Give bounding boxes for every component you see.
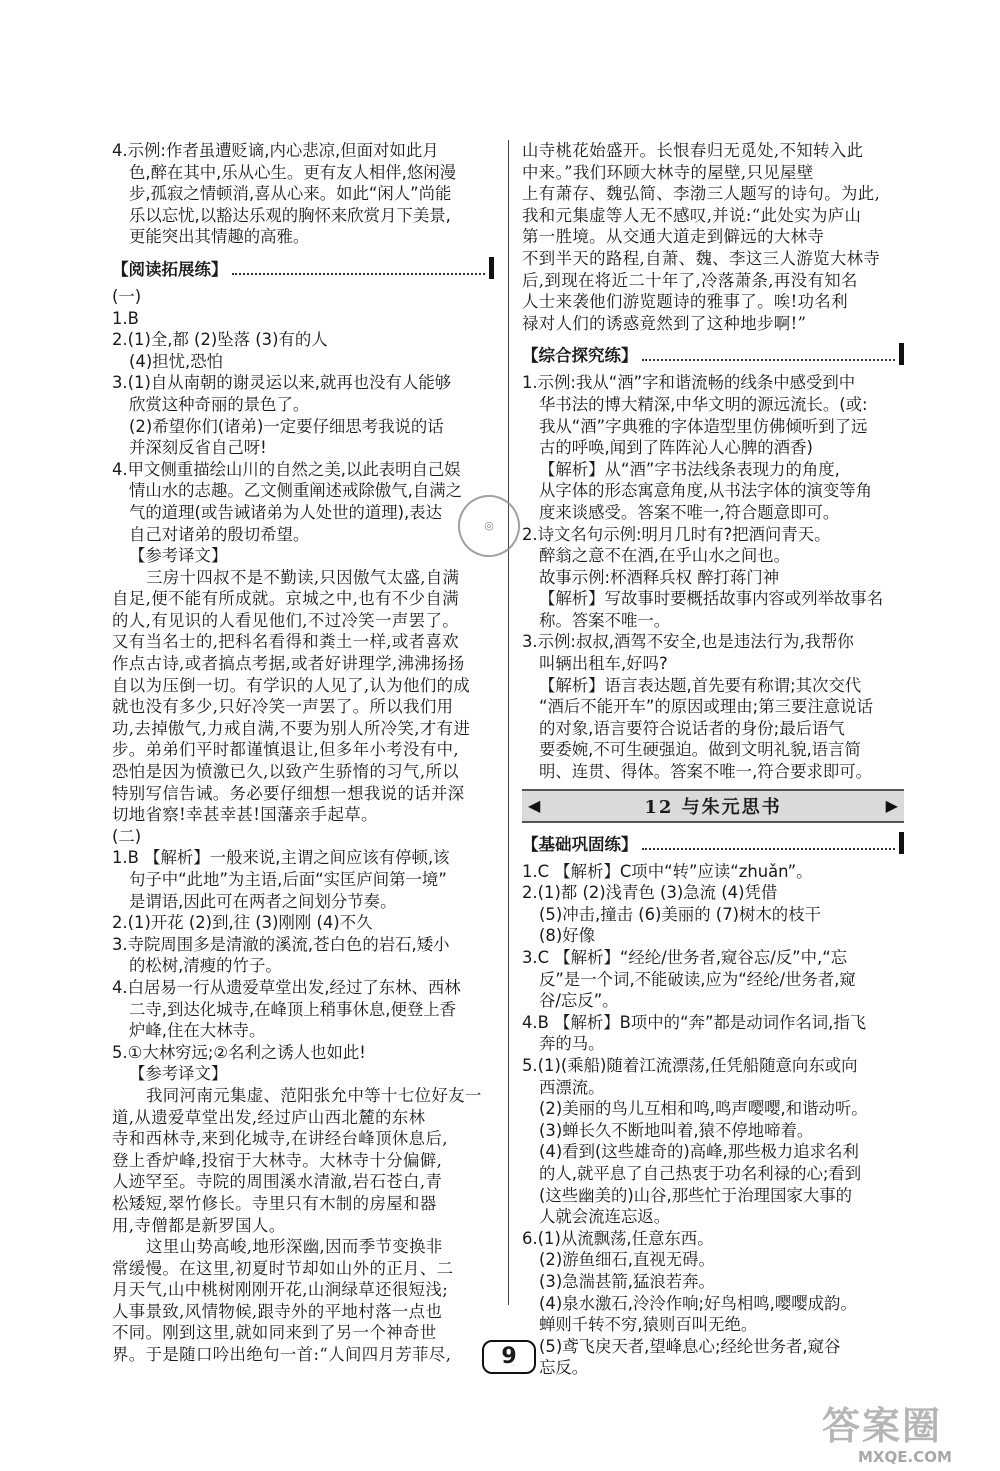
text-line: 中来。”我们环顾大林寺的屋壁,只见屋壁 [522, 162, 814, 182]
text-line: 切地省察!幸甚幸甚!国藩亲手起草。 [112, 805, 378, 825]
text-line: 称。答案不唯一。 [539, 610, 671, 630]
text-line: (2)美丽的鸟儿互相和鸣,鸣声嘤嘤,和谐动听。 [539, 1099, 868, 1119]
text-line: 1.B 【解析】一般来说,主谓之间应该有停顿,该 [112, 848, 450, 868]
text-line: (4)看到(这些雄奇的)高峰,那些极力追求名利 [539, 1142, 859, 1162]
text-line: 我从“酒”字典雅的字体造型里仿佛倾听到了远 [539, 416, 868, 436]
end-bar [489, 257, 494, 279]
text-line: 的人,就平息了自己热衷于功名利禄的心;看到 [539, 1163, 862, 1183]
dotted-leader [232, 261, 486, 275]
section-title: 【阅读拓展练】 [112, 259, 228, 279]
text-line: 自足,便不能有所成就。京城之中,也有不少自满 [112, 589, 460, 609]
text-line: 要委婉,不可生硬强迫。做到文明礼貌,语言简 [539, 740, 861, 760]
text-line: (5)冲击,撞击 (6)美丽的 (7)树木的枝干 [539, 904, 821, 924]
answer-e3 [522, 631, 904, 674]
answer-b4 [522, 1012, 904, 1055]
answer-p2q4 [112, 977, 494, 1042]
text-line: 二寺,到达化城寺,在峰顶上稍事休息,便登上香 [129, 999, 457, 1019]
answer-b2 [522, 882, 904, 947]
text-line: 醉翁之意不在酒,在乎山水之间也。 [539, 546, 791, 566]
text-line: 这里山势高峻,地形深幽,因而季节变换非 [146, 1237, 443, 1257]
text-line: 反”是一个词,不能破读,应为“经纶/世务者,窥 [539, 969, 856, 989]
text-line: 从字体的形态寓意角度,从书法字体的演变等角 [539, 481, 873, 501]
text-line: 乐以忘忧,以豁达乐观的胸怀来欣赏月下美景, [129, 205, 451, 225]
text-line: 4.示例:作者虽遭贬谪,内心悲凉,但面对如此月 [112, 141, 439, 160]
text-line: 三房十四叔不是不勤读,只因傲气太盛,自满 [146, 567, 460, 587]
text-line: 明、连贯、得体。答案不唯一,符合要求即可。 [539, 762, 873, 782]
text-line: 山寺桃花始盛开。长恨春归无觅处,不知转入此 [522, 141, 864, 160]
text-line: 步,孤寂之情顿消,喜从心来。如此“闲人”尚能 [129, 184, 452, 204]
text-line: 我同河南元集虚、范阳张允中等十七位好友一 [146, 1085, 482, 1105]
text-line: 5.(1)(乘船)随着江流漂荡,任凭船随意向东或向 [522, 1055, 858, 1075]
text-line: 步。弟弟们平时都谨慎退让,但多年小考没有中, [112, 740, 460, 760]
analysis-e2 [522, 588, 904, 631]
answer-q4 [112, 140, 494, 248]
left-column [112, 140, 494, 1366]
text-line: 上有萧存、魏弘简、李渤三人题写的诗句。为此, [522, 184, 881, 204]
text-line: 色,醉在其中,乐从心生。更有友人相伴,悠闲漫 [129, 162, 457, 182]
text-line: 3.寺院周围多是清澈的溪流,苍白色的岩石,矮小 [112, 934, 450, 954]
answer-p2q3 [112, 934, 494, 977]
text-line: 就也没有多少,只好冷笑一声罢了。所以我们用 [112, 697, 454, 717]
analysis-e1 [522, 459, 904, 524]
text-line: 又有当名士的,把科名看得和粪土一样,或者喜欢 [112, 632, 460, 652]
text-line: 作点古诗,或者搞点考据,或者好讲理学,沸沸扬扬 [112, 654, 465, 674]
text-line: 4.B 【解析】B项中的“奔”都是动词作名词,指飞 [522, 1012, 867, 1032]
translation-block-3 [112, 1236, 494, 1366]
answer-line: 1.C 【解析】C项中“转”应读“zhuǎn”。 [522, 861, 813, 881]
text-line: (4)担忧,恐怕 [129, 351, 223, 371]
text-line: 4.白居易一行从遗爱草堂出发,经过了东林、西林 [112, 977, 461, 997]
section-header-reading [112, 254, 494, 282]
text-line: (3)蝉长久不断地叫着,猿不停地啼着。 [539, 1120, 814, 1140]
text-line: 我和元集虚等人无不感叹,并说:“此处实为庐山 [522, 205, 862, 225]
text-line: 欣赏这种奇丽的景色了。 [129, 394, 310, 414]
text-line: 是谓语,因此可在两者之间划分节奏。 [129, 891, 397, 911]
text-line: 3.示例:叔叔,酒驾不安全,也是违法行为,我帮你 [522, 632, 854, 652]
text-line: 不同。刚到这里,就如同来到了另一个神奇世 [112, 1323, 437, 1343]
answer-b6 [522, 1228, 904, 1379]
answer-p2q1 [112, 847, 494, 912]
text-line: 叫辆出租车,好吗? [539, 654, 668, 674]
text-line: 更能突出其情趣的高雅。 [129, 227, 310, 247]
lesson-banner [522, 789, 904, 823]
text-line: 道,从遗爱草堂出发,经过庐山西北麓的东林 [112, 1107, 426, 1127]
text-line: 月天气,山中桃树刚刚开花,山涧绿草还很短浅; [112, 1280, 449, 1300]
text-line: 用,寺僧都是新罗国人。 [112, 1215, 286, 1235]
end-bar [899, 343, 904, 365]
right-arrow-icon: ▶ [885, 796, 898, 816]
text-line: 功,去掉傲气,力戒自满,不要为别人所冷笑,才有进 [112, 718, 471, 738]
text-line: 的人,有见识的人看见他们,不过冷笑一声罢了。 [112, 610, 460, 630]
right-column [522, 140, 904, 1379]
text-line: 情山水的志趣。乙文侧重阐述戒除傲气,自满之 [129, 481, 463, 501]
text-line: 自己对诸弟的殷切希望。 [129, 524, 310, 544]
answer-b3 [522, 947, 904, 1012]
text-line: 禄对人们的诱惑竟然到了这种地步啊!” [522, 313, 807, 333]
text-line: 人就会流连忘返。 [539, 1207, 671, 1227]
text-line: 华书法的博大精深,中华文明的源远流长。(或: [539, 394, 868, 414]
text-line: 自以为压倒一切。有学识的人见了,认为他们的成 [112, 675, 471, 695]
text-line: 3.(1)自从南朝的谢灵运以来,就再也没有人能够 [112, 373, 452, 393]
text-line: 人事景致,风情物候,跟寺外的平地村落一点也 [112, 1301, 443, 1321]
answer-e1 [522, 372, 904, 458]
text-line: (5)鸢飞戾天者,望峰息心;经纶世务者,窥谷 [539, 1336, 841, 1356]
text-line: 2.(1)全,都 (2)坠落 (3)有的人 [112, 330, 328, 350]
text-line: 气的道理(或告诫诸弟为人处世的道理),表达 [129, 502, 443, 522]
answer-q2 [112, 329, 494, 372]
text-line: 忘反。 [539, 1358, 589, 1378]
text-line: (这些幽美的)山谷,那些忙于治理国家大事的 [539, 1185, 853, 1205]
dotted-leader [642, 347, 896, 361]
text-line: 并深刻反省自己呀! [129, 438, 267, 458]
text-line: 松矮短,翠竹修长。寺里只有木制的房屋和器 [112, 1193, 437, 1213]
dotted-leader [642, 836, 896, 850]
text-line: 奔的马。 [539, 1034, 605, 1054]
left-arrow-icon: ◀ [528, 796, 541, 816]
part-label: (二) [112, 826, 142, 846]
text-line: 寺和西林寺,来到化城寺,在讲经台峰顶休息后, [112, 1129, 448, 1149]
text-line: 界。于是随口吟出绝句一首:“人间四月芳菲尽, [112, 1345, 452, 1365]
ref-label: 【参考译文】 [129, 546, 228, 566]
analysis-e3 [522, 675, 904, 783]
page-number: 9 [482, 1340, 536, 1374]
column-divider [508, 140, 509, 1305]
text-line: 1.示例:我从“酒”字和谐流畅的线条中感受到中 [522, 373, 856, 393]
text-line: 蝉则千转不穷,猿则百叫无绝。 [539, 1315, 758, 1335]
text-line: 第一胜境。从交通大道走到僻远的大林寺 [522, 227, 825, 247]
answer-q4b [112, 459, 494, 545]
section-title: 【综合探究练】 [522, 346, 638, 366]
answer-line: 2.(1)开花 (2)到,往 (3)刚刚 (4)不久 [112, 913, 373, 933]
translation-block-2 [112, 1085, 494, 1236]
text-line: 特别写信告诫。务必要仔细想一想我说的话并深 [112, 783, 465, 803]
text-line: “酒后不能开车”的原因或理由;第三要注意说话 [539, 697, 873, 717]
text-line: 6.(1)从流飘荡,任意东西。 [522, 1228, 714, 1248]
part-label: (一) [112, 286, 142, 306]
answer-line: 5.①大林穷远;②名利之诱人也如此! [112, 1042, 366, 1062]
answer-line: 1.B [112, 308, 139, 328]
text-line: 的对象,语言要符合说话者的身份;最后语气 [539, 718, 845, 738]
text-line: 后,到现在将近二十年了,冷落萧条,再没有知名 [522, 270, 858, 290]
text-line: 2.诗文名句示例:明月几时有?把酒问青天。 [522, 524, 831, 544]
text-line: 人士来袭他们游览题诗的雅事了。唉!功名利 [522, 292, 849, 312]
text-line: 句子中“此地”为主语,后面“实匡庐间第一境” [129, 870, 447, 889]
watermark-logo: 答案圈 [822, 1404, 943, 1448]
text-line: (4)泉水激石,泠泠作响;好鸟相鸣,嘤嘤成韵。 [539, 1293, 857, 1313]
ref-label: 【参考译文】 [129, 1064, 228, 1084]
translation-continued [522, 140, 904, 334]
text-line: (3)急湍甚箭,猛浪若奔。 [539, 1271, 715, 1291]
answer-q3 [112, 372, 494, 458]
text-line: 不到半天的路程,自萧、魏、李这三人游览大林寺 [522, 248, 881, 268]
text-line: 人迹罕至。寺院的周围溪水清澈,岩石苍白,青 [112, 1172, 443, 1192]
end-bar [899, 832, 904, 854]
text-line: 古的呼唤,闻到了阵阵沁人心脾的酒香) [539, 438, 813, 458]
text-line: 度来谈感受。答案不唯一,符合题意即可。 [539, 502, 840, 522]
text-line: 炉峰,住在大林寺。 [129, 1021, 266, 1041]
text-line: 4.甲文侧重描绘山川的自然之美,以此表明自己娱 [112, 459, 461, 479]
text-line: (2)希望你们(诸弟)一定要仔细思考我说的话 [129, 416, 444, 436]
answer-b5 [522, 1055, 904, 1228]
answer-e2 [522, 524, 904, 589]
text-line: 【解析】语言表达题,首先要有称谓;其次交代 [539, 675, 862, 695]
section-header-basic [522, 829, 904, 857]
text-line: (2)游鱼细石,直视无碍。 [539, 1250, 715, 1270]
lesson-title: 12 与朱元思书 [644, 796, 782, 818]
text-line: 【解析】写故事时要概括故事内容或列举故事名 [539, 589, 884, 609]
text-line: 2.(1)都 (2)浅青色 (3)急流 (4)凭借 [522, 883, 778, 903]
seal-stamp: ◎ [450, 487, 528, 565]
text-line: 的松树,清瘦的竹子。 [129, 956, 282, 976]
text-line: 【解析】从“酒”字书法线条表现力的角度, [539, 459, 840, 479]
text-line: 西漂流。 [539, 1077, 605, 1097]
text-line: 常缓慢。在这里,初夏时节却如山外的正月、二 [112, 1258, 454, 1278]
text-line: 故事示例:杯酒释兵权 醉打蒋门神 [539, 567, 780, 587]
translation-block-1 [112, 567, 494, 826]
watermark-url: MXQE.COM [858, 1448, 952, 1466]
text-line: 3.C 【解析】“经纶/世务者,窥谷忘/反”中,“忘 [522, 948, 848, 967]
section-header-explore [522, 340, 904, 368]
text-line: 恐怕是因为愤激已久,以致产生骄惰的习气,所以 [112, 762, 460, 782]
text-line: 登上香炉峰,投宿于大林寺。大林寺十分偏僻, [112, 1150, 443, 1170]
text-line: (8)好像 [539, 926, 595, 946]
text-line: 谷/忘反”。 [539, 991, 619, 1011]
section-title: 【基础巩固练】 [522, 834, 638, 854]
